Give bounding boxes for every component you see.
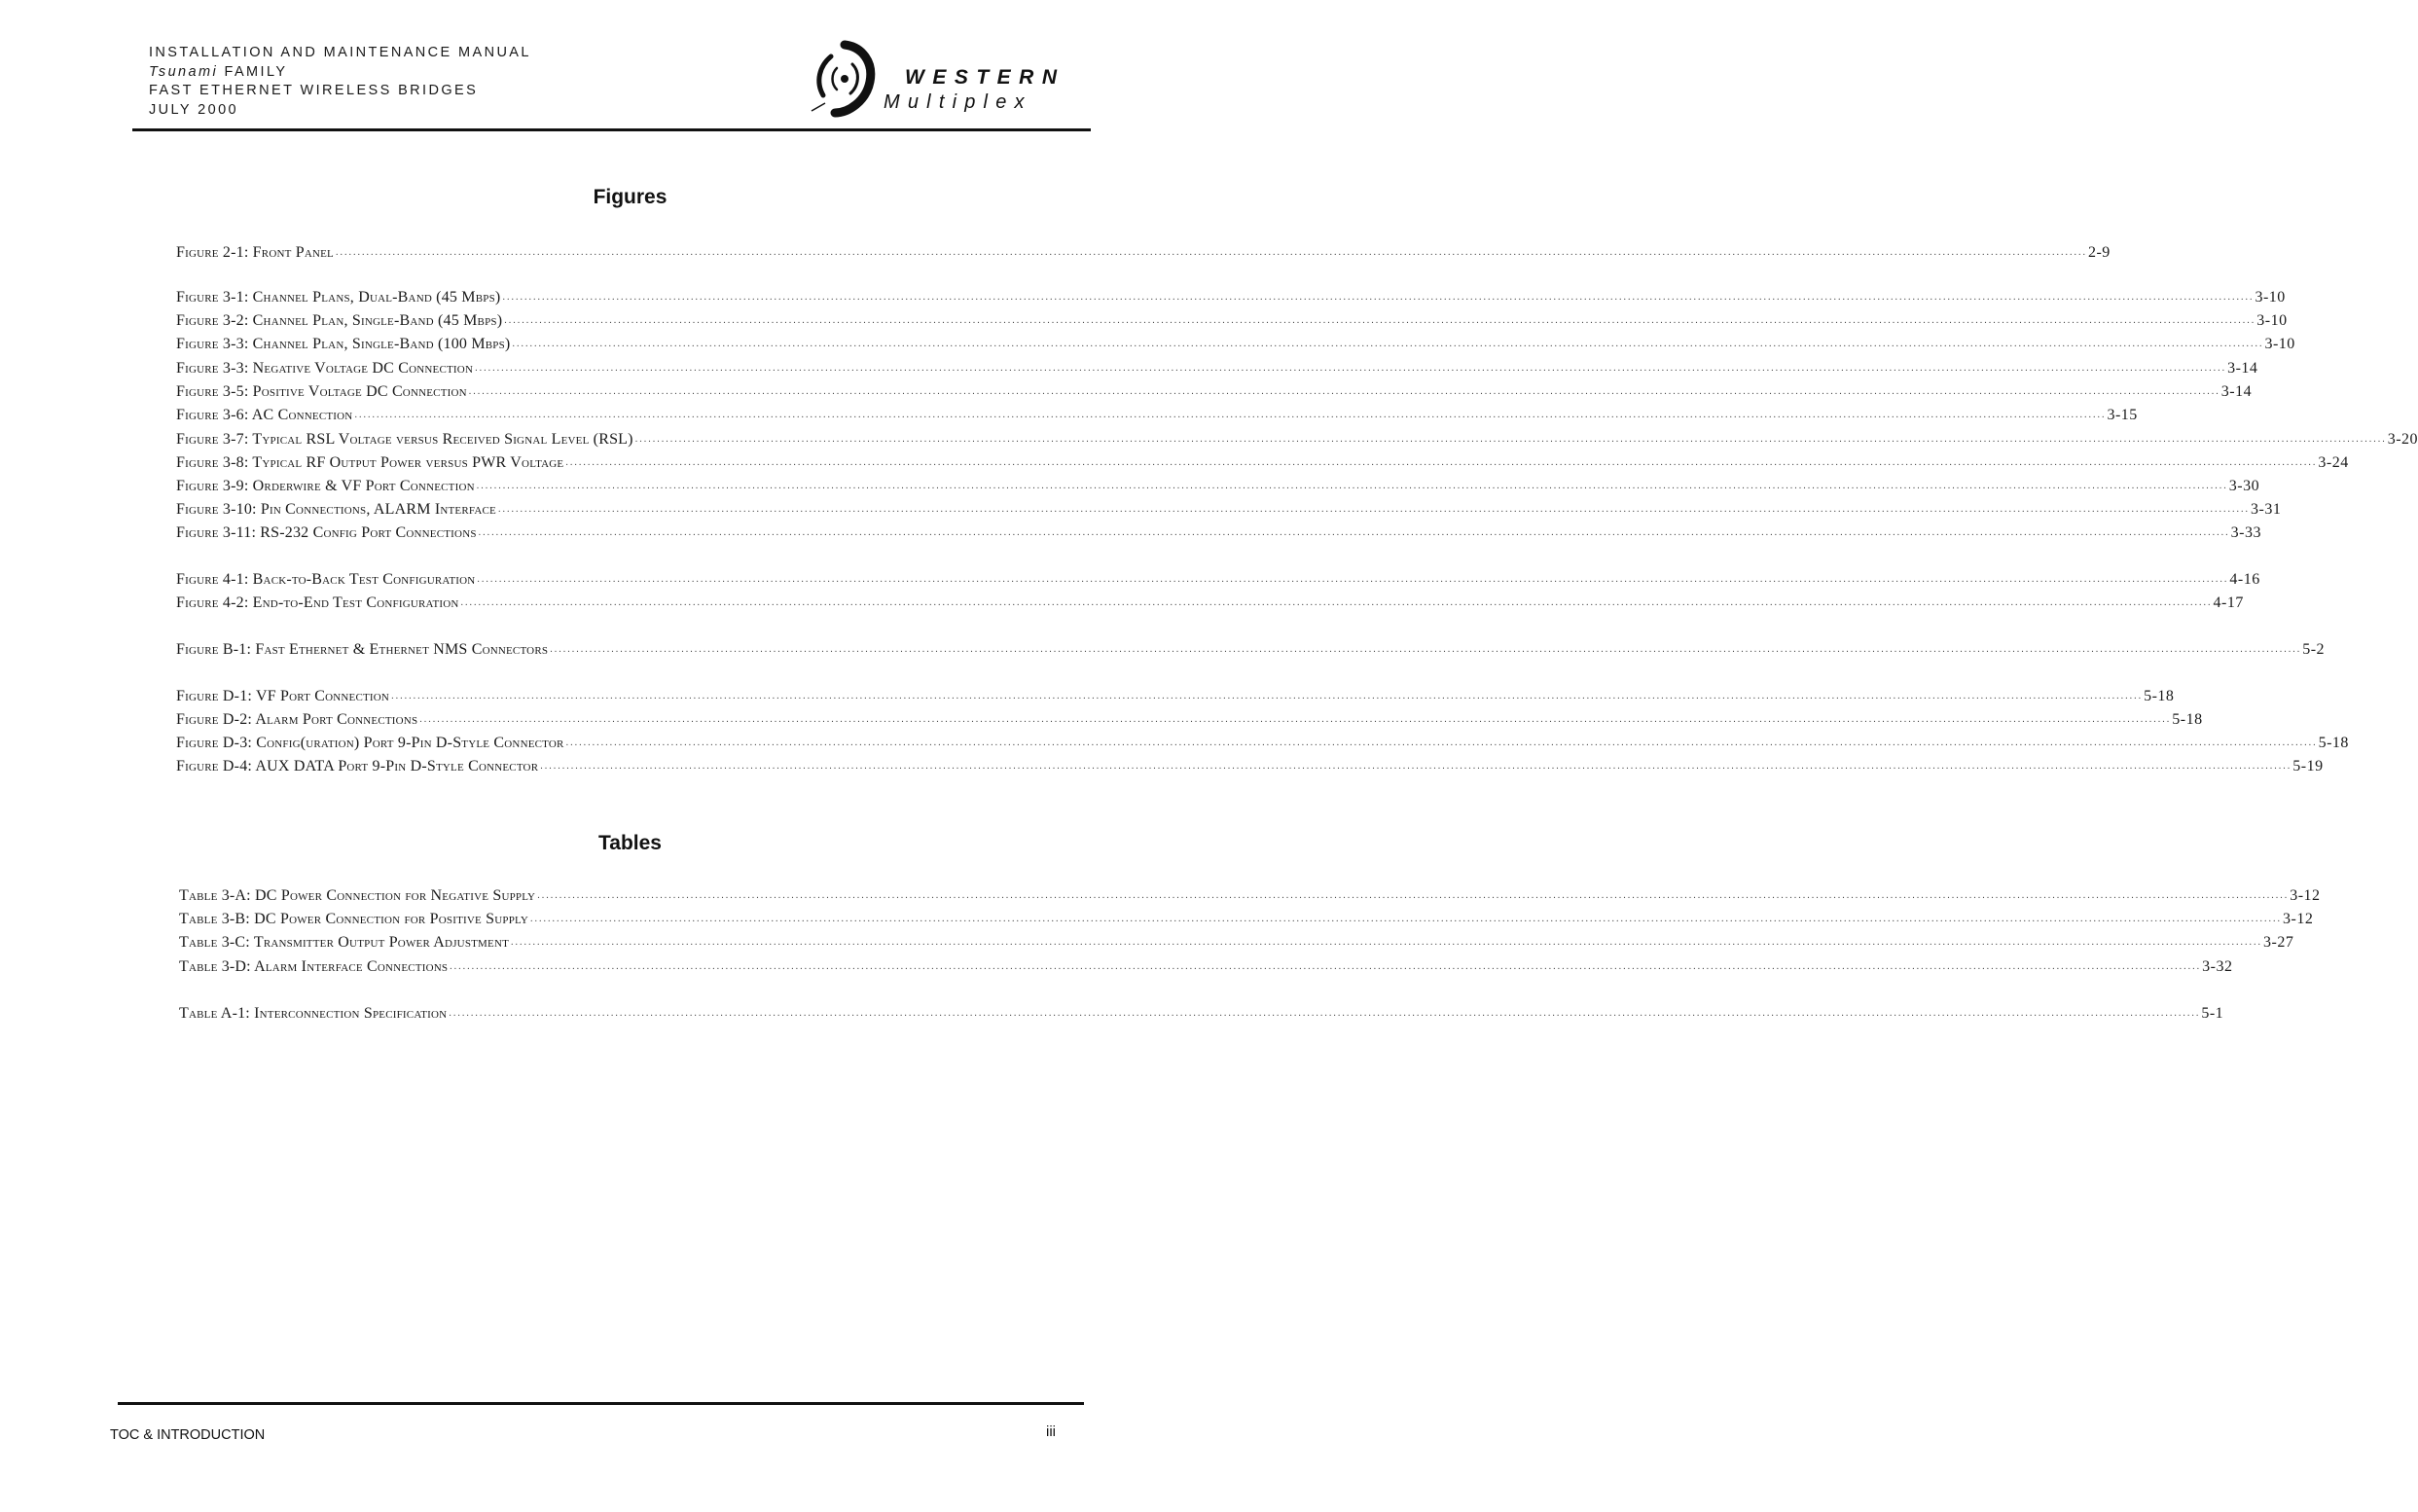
header-family-name: Tsunami — [149, 63, 219, 80]
table-entry — [179, 1003, 2224, 1023]
figure-entry — [176, 522, 2261, 542]
figure-entry — [176, 686, 2175, 705]
toc-entry-label: Figure B-1: Fast Ethernet & Ethernet NMS Connectors — [176, 641, 549, 658]
toc-entry-label: Figure 3-3: Negative Voltage DC Connection — [176, 360, 474, 377]
dot-leader: ................................................................................................................................................................................................................................................................................................................................................................................................................ — [335, 247, 2087, 258]
header-divider — [132, 128, 1091, 131]
dot-leader: ................................................................................................................................................................................................................................................................................................................................................................................................................ — [468, 386, 2220, 397]
dot-leader: ................................................................................................................................................................................................................................................................................................................................................................................................................ — [478, 527, 2230, 538]
toc-entry-label: Table A-1: Interconnection Specification — [179, 1005, 448, 1022]
toc-entry-label: Figure 3-7: Typical RSL Voltage versus Received Signal Level (RSL) — [176, 431, 633, 448]
toc-entry-page: 4-17 — [2213, 594, 2244, 611]
dot-leader: ................................................................................................................................................................................................................................................................................................................................................................................................................ — [511, 937, 2263, 948]
table-entry — [179, 885, 2321, 905]
toc-entry-label: Figure D-3: Config(uration) Port 9-Pin D-Style Connector — [176, 735, 564, 751]
dot-leader: ................................................................................................................................................................................................................................................................................................................................................................................................................ — [391, 691, 2144, 702]
figure-entry — [176, 709, 2203, 729]
header-family-suffix: FAMILY — [218, 63, 288, 80]
toc-entry-label: Table 3-C: Transmitter Output Power Adjustment — [179, 934, 510, 951]
dot-leader: ................................................................................................................................................................................................................................................................................................................................................................................................................ — [634, 434, 2387, 445]
toc-entry-page: 3-10 — [2255, 289, 2286, 306]
figure-entry — [176, 756, 2324, 775]
figure-entry — [176, 310, 2288, 330]
toc-entry-page: 3-31 — [2250, 501, 2282, 518]
toc-entry-page: 3-10 — [2264, 336, 2295, 352]
figure-entry — [176, 358, 2258, 378]
logo-name-western: WESTERN — [905, 66, 1065, 89]
figure-entry — [176, 287, 2286, 306]
toc-entry-label: Figure 3-11: RS-232 Config Port Connections — [176, 524, 477, 541]
toc-entry-label: Figure 4-1: Back-to-Back Test Configuration — [176, 571, 476, 588]
toc-entry-label: Table 3-B: DC Power Connection for Positive Supply — [179, 911, 528, 927]
toc-entry-label: Table 3-D: Alarm Interface Connections — [179, 958, 449, 975]
figure-entry — [176, 334, 2295, 353]
dot-leader: ................................................................................................................................................................................................................................................................................................................................................................................................................ — [540, 761, 2292, 772]
table-entry — [179, 932, 2294, 952]
table-entry — [179, 956, 2233, 976]
tables-heading: Tables — [598, 832, 662, 854]
dot-leader: ................................................................................................................................................................................................................................................................................................................................................................................................................ — [354, 410, 2107, 420]
toc-entry-label: Figure 3-8: Typical RF Output Power versus PWR Voltage — [176, 454, 564, 471]
dot-leader: ................................................................................................................................................................................................................................................................................................................................................................................................................ — [512, 339, 2264, 349]
dot-leader: ................................................................................................................................................................................................................................................................................................................................................................................................................ — [475, 363, 2227, 374]
toc-entry-page: 5-19 — [2292, 758, 2324, 774]
table-entry — [179, 909, 2314, 928]
footer-section-title: TOC & INTRODUCTION — [110, 1427, 266, 1443]
toc-entry-page: 3-12 — [2290, 887, 2321, 904]
toc-entry-label: Figure 3-5: Positive Voltage DC Connection — [176, 383, 467, 400]
toc-entry-page: 3-14 — [2220, 383, 2253, 400]
dot-leader: ................................................................................................................................................................................................................................................................................................................................................................................................................ — [504, 315, 2256, 326]
footer-divider — [118, 1402, 1084, 1405]
toc-entry-page: 5-18 — [2172, 711, 2203, 728]
dot-leader: ................................................................................................................................................................................................................................................................................................................................................................................................................ — [497, 504, 2250, 515]
figure-entry — [176, 405, 2138, 424]
dot-leader: ................................................................................................................................................................................................................................................................................................................................................................................................................ — [460, 597, 2213, 608]
dot-leader: ................................................................................................................................................................................................................................................................................................................................................................................................................ — [476, 481, 2228, 491]
header-date: JULY 2000 — [149, 101, 239, 118]
toc-entry-page: 3-27 — [2263, 934, 2294, 951]
toc-entry-page: 2-9 — [2087, 244, 2111, 261]
dot-leader: ................................................................................................................................................................................................................................................................................................................................................................................................................ — [529, 914, 2282, 924]
toc-entry-label: Figure 4-2: End-to-End Test Configuration — [176, 594, 459, 611]
toc-entry-label: Figure 3-2: Channel Plan, Single-Band (45 Mbps) — [176, 312, 503, 329]
dot-leader: ................................................................................................................................................................................................................................................................................................................................................................................................................ — [565, 457, 2318, 468]
dot-leader: ................................................................................................................................................................................................................................................................................................................................................................................................................ — [502, 292, 2255, 303]
header-title: INSTALLATION AND MAINTENANCE MANUAL — [149, 45, 531, 60]
figures-heading: Figures — [593, 186, 668, 208]
toc-entry-page: 3-12 — [2282, 911, 2314, 927]
dot-leader: ................................................................................................................................................................................................................................................................................................................................................................................................................ — [450, 961, 2202, 972]
company-logo — [806, 41, 1088, 119]
figure-entry — [176, 499, 2282, 519]
dot-leader: ................................................................................................................................................................................................................................................................................................................................................................................................................ — [449, 1008, 2201, 1019]
toc-entry-label: Table 3-A: DC Power Connection for Negative Supply — [179, 887, 536, 904]
toc-entry-page: 5-2 — [2302, 641, 2326, 658]
dot-leader: ................................................................................................................................................................................................................................................................................................................................................................................................................ — [550, 644, 2302, 655]
toc-entry-label: Figure 3-3: Channel Plan, Single-Band (100 Mbps) — [176, 336, 511, 352]
figure-entry — [176, 593, 2244, 612]
toc-entry-page: 5-1 — [2201, 1005, 2224, 1022]
header-family — [149, 63, 531, 83]
toc-entry-label: Figure 3-9: Orderwire & VF Port Connection — [176, 478, 475, 494]
dot-leader: ................................................................................................................................................................................................................................................................................................................................................................................................................ — [477, 574, 2229, 585]
toc-entry-label: Figure 3-1: Channel Plans, Dual-Band (45 Mbps) — [176, 289, 501, 306]
toc-entry-page: 3-10 — [2256, 312, 2288, 329]
signal-waves-icon — [806, 41, 884, 119]
figure-entry — [176, 452, 2349, 472]
figure-entry — [176, 733, 2349, 752]
toc-entry-page: 3-14 — [2227, 360, 2258, 377]
figure-entry — [176, 242, 2111, 262]
toc-entry-label: Figure D-1: VF Port Connection — [176, 688, 390, 704]
toc-entry-label: Figure 2-1: Front Panel — [176, 244, 334, 261]
toc-entry-label: Figure D-2: Alarm Port Connections — [176, 711, 418, 728]
figure-entry — [176, 476, 2260, 495]
footer-page-number: iii — [1046, 1423, 1056, 1440]
figure-entry — [176, 569, 2260, 589]
toc-entry-label: Figure 3-10: Pin Connections, ALARM Interface — [176, 501, 496, 518]
dot-leader: ................................................................................................................................................................................................................................................................................................................................................................................................................ — [537, 890, 2290, 901]
header-product: FAST ETHERNET WIRELESS BRIDGES — [149, 83, 479, 98]
toc-entry-page: 3-24 — [2318, 454, 2349, 471]
toc-entry-page: 3-20 — [2387, 431, 2418, 448]
toc-entry-label: Figure 3-6: AC Connection — [176, 407, 353, 423]
figure-entry — [176, 429, 2418, 449]
figure-entry — [176, 639, 2326, 659]
toc-entry-page: 3-32 — [2202, 958, 2233, 975]
dot-leader: ................................................................................................................................................................................................................................................................................................................................................................................................................ — [565, 738, 2318, 748]
toc-entry-label: Figure D-4: AUX DATA Port 9-Pin D-Style Connector — [176, 758, 539, 774]
document-header — [149, 44, 531, 120]
toc-entry-page: 4-16 — [2229, 571, 2260, 588]
figure-entry — [176, 381, 2253, 401]
logo-name-multiplex: Multiplex — [884, 91, 1032, 113]
dot-leader: ................................................................................................................................................................................................................................................................................................................................................................................................................ — [419, 714, 2172, 725]
toc-entry-page: 3-33 — [2230, 524, 2261, 541]
toc-entry-page: 3-30 — [2228, 478, 2260, 494]
toc-entry-page: 5-18 — [2144, 688, 2175, 704]
toc-entry-page: 3-15 — [2107, 407, 2138, 423]
toc-entry-page: 5-18 — [2318, 735, 2349, 751]
